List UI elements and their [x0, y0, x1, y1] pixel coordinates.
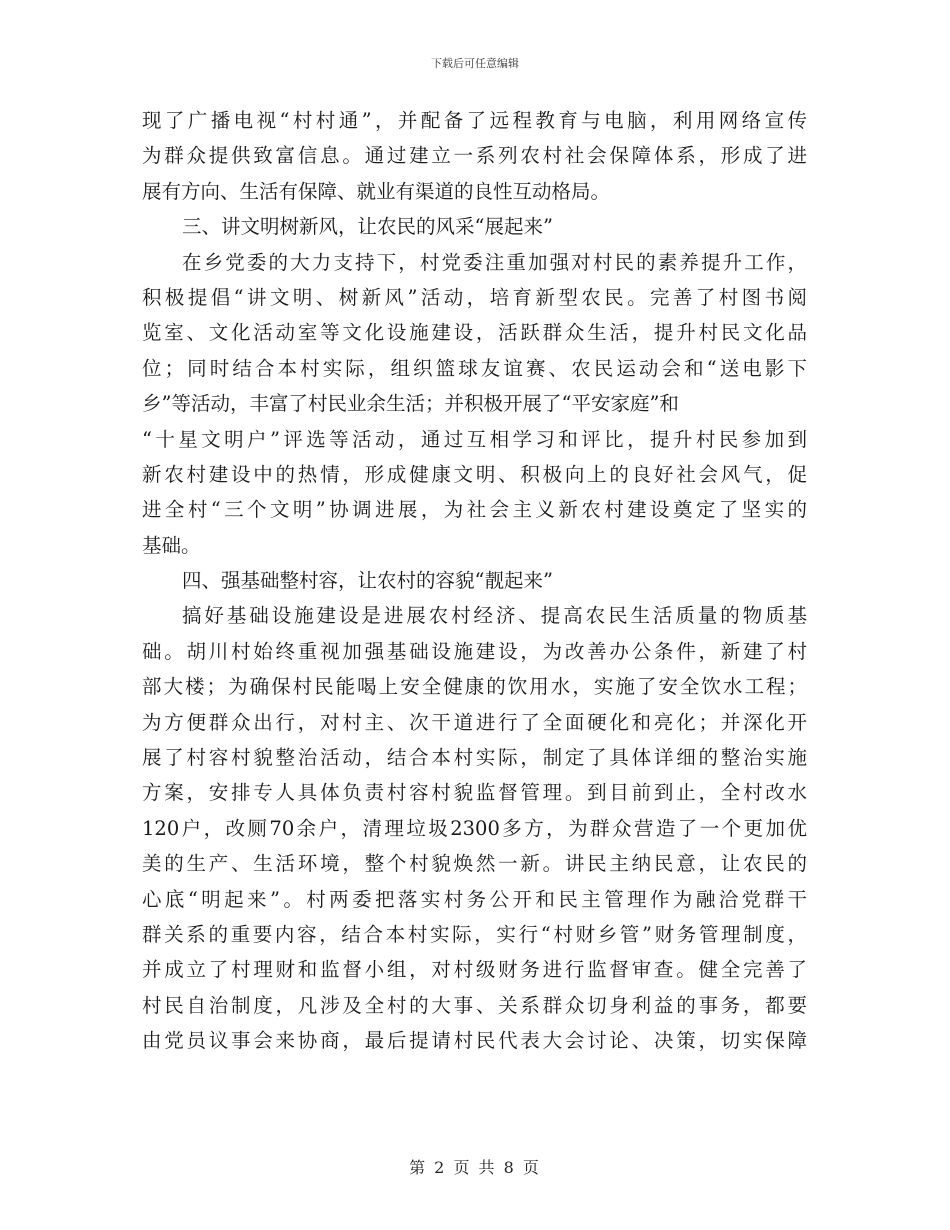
text-line: 为群众提供致富信息。通过建立一系列农村社会保障体系，形成了进: [142, 144, 807, 168]
text-line: 展了村容村貌整治活动，结合本村实际，制定了具体详细的整治实施: [142, 746, 807, 770]
text-line: 心底“明起来”。村两委把落实村务公开和民主管理作为融洽党群干: [142, 887, 807, 911]
text-line: 基础。: [142, 533, 201, 557]
text-line: 位；同时结合本村实际，组织篮球友谊赛、农民运动会和“送电影下: [142, 356, 807, 380]
text-line: 在乡党委的大力支持下，村党委注重加强对村民的素养提升工作，: [182, 250, 807, 274]
page-header: 下载后可任意编辑: [431, 57, 519, 70]
text-line: 乡”等活动，丰富了村民业余生活；并积极开展了“平安家庭”和: [142, 392, 679, 416]
text-line: 积极提倡“讲文明、树新风”活动，培育新型农民。完善了村图书阅: [142, 285, 807, 309]
text-line: 展有方向、生活有保障、就业有渠道的良性互动格局。: [142, 179, 611, 203]
text-line: 并成立了村理财和监督小组，对村级财务进行监督审查。健全完善了: [142, 958, 807, 982]
text-line: 120户，改厕70余户，清理垃圾2300多方，为群众营造了一个更加优: [142, 816, 807, 840]
page-footer: 第 2 页 共 8 页: [409, 1158, 541, 1177]
text-line: 部大楼；为确保村民能喝上安全健康的饮用水，实施了安全饮水工程；: [142, 675, 807, 699]
text-line: 搞好基础设施建设是进展农村经济、提高农民生活质量的物质基: [182, 604, 807, 628]
text-line: 进全村“三个文明”协调进展，为社会主义新农村建设奠定了坚实的: [142, 498, 807, 522]
text-line: 现了广播电视“村村通”，并配备了远程教育与电脑，利用网络宣传: [142, 109, 807, 132]
text-line: 三、讲文明树新风，让农民的风采“展起来”: [182, 215, 553, 239]
text-line: 群关系的重要内容，结合本村实际，实行“村财乡管”财务管理制度，: [142, 922, 807, 946]
text-line: 由党员议事会来协商，最后提请村民代表大会讨论、决策，切实保障: [142, 1029, 807, 1053]
text-line: 新农村建设中的热情，形成健康文明、积极向上的良好社会风气，促: [142, 462, 807, 486]
document-body: [142, 103, 807, 1059]
text-line: 础。胡川村始终重视加强基础设施建设，为改善办公条件，新建了村: [142, 639, 807, 663]
text-line: “十星文明户”评选等活动，通过互相学习和评比，提升村民参加到: [142, 427, 807, 451]
text-line: 为方便群众出行，对村主、次干道进行了全面硬化和亮化；并深化开: [142, 710, 807, 734]
text-line: 四、强基础整村容，让农村的容貌“靓起来”: [182, 569, 553, 593]
text-line: 方案，安排专人具体负责村容村貌监督管理。到目前到止，全村改水: [142, 781, 807, 805]
text-line: 览室、文化活动室等文化设施建设，活跃群众生活，提升村民文化品: [142, 321, 807, 345]
text-line: 美的生产、生活环境，整个村貌焕然一新。讲民主纳民意，让农民的: [142, 852, 807, 876]
text-line: 村民自治制度，凡涉及全村的大事、关系群众切身利益的事务，都要: [142, 993, 807, 1017]
